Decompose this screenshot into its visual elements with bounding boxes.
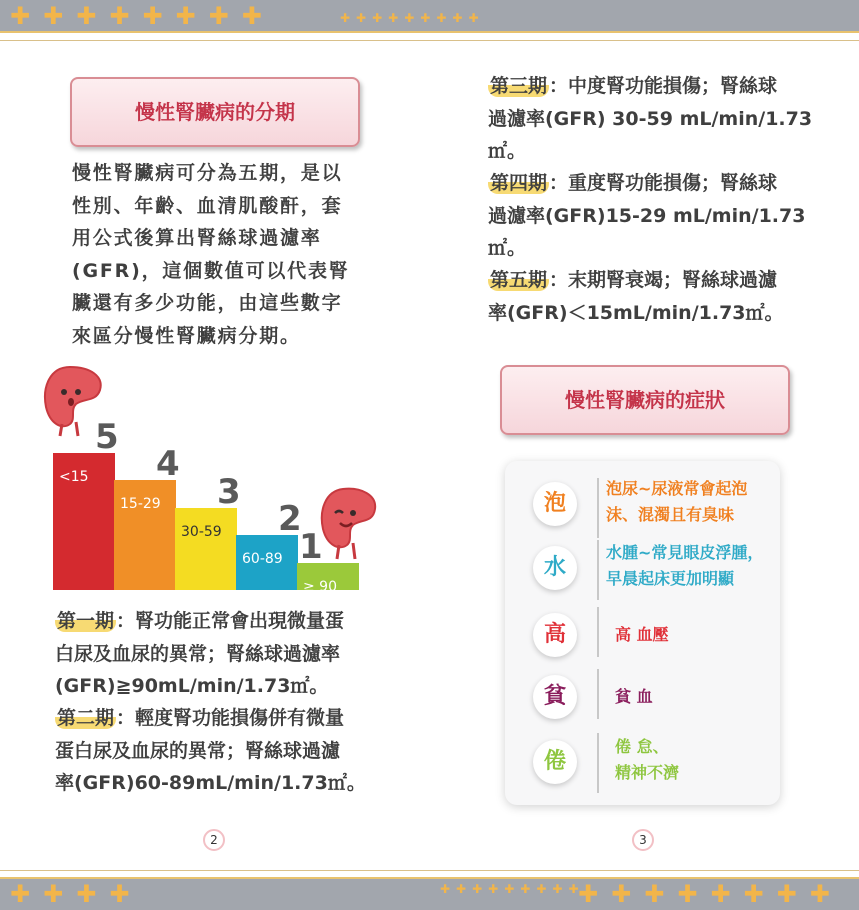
intro-line: 來區分慢性腎臟病分期。 — [72, 324, 301, 347]
symptom-description-line: 早晨起床更加明顯 — [606, 569, 735, 588]
stage3-label: 第三期 — [490, 75, 548, 97]
symptom-description — [606, 476, 747, 528]
symptom-description-line: 精神不濟 — [615, 763, 680, 782]
symptom-divider — [597, 540, 599, 600]
bottom-divider — [0, 870, 859, 871]
symptom-description — [615, 622, 669, 648]
symptom-description-line: 水腫~常見眼皮浮腫， — [606, 543, 764, 562]
symptom-description-line: 貧 血 — [615, 687, 653, 706]
stage4-paragraph — [488, 167, 805, 265]
symptom-divider — [597, 669, 599, 719]
symptom-char-badge: 泡 — [533, 482, 577, 526]
intro-line: 用公式後算出腎絲球過濾率 — [72, 227, 322, 249]
symptoms-title: 慢性腎臟病的症狀 — [500, 365, 790, 435]
staging-title: 慢性腎臟病的分期 — [70, 77, 360, 147]
stage3-text: ㎡。 — [488, 140, 527, 162]
stage3-paragraph — [488, 70, 812, 168]
stage-number: 2 — [278, 499, 302, 539]
bottom-small-cross-pattern: ✚✚✚✚✚✚✚✚✚ — [440, 882, 585, 896]
top-divider — [0, 40, 859, 41]
stage-number: 5 — [95, 416, 119, 457]
stage2-text: ：輕度腎功能損傷併有微量 — [116, 707, 345, 729]
page-number-left: 2 — [203, 829, 225, 851]
stage2-text: 蛋白尿及血尿的異常；腎絲球過濾 — [55, 739, 341, 762]
stage-number: 3 — [217, 471, 241, 512]
stage1-label: 第一期 — [57, 610, 115, 632]
intro-line: (GFR)，這個數值可以代表腎 — [72, 259, 350, 282]
symptom-description — [606, 540, 763, 592]
stage4-text: ㎡。 — [488, 237, 527, 259]
stage5-text: 率(GFR)＜15mL/min/1.73㎡。 — [488, 301, 784, 324]
page-number-right: 3 — [632, 829, 654, 851]
symptom-divider — [597, 607, 599, 657]
symptom-char-badge: 水 — [533, 546, 577, 590]
symptom-description — [615, 684, 653, 710]
stage-bar — [175, 508, 237, 591]
intro-paragraph — [72, 157, 350, 352]
symptom-char-badge: 倦 — [533, 740, 577, 784]
stage4-text: ：重度腎功能損傷；腎絲球 — [549, 172, 778, 194]
stage-bar-gfr-label: 60-89 — [242, 551, 283, 567]
symptom-divider — [597, 733, 599, 793]
symptom-description-line: 沫、混濁且有臭味 — [606, 505, 735, 524]
symptom-char-badge: 貧 — [533, 675, 577, 719]
stage-number: 4 — [156, 444, 180, 484]
stage1-paragraph — [55, 605, 344, 703]
stage4-text: 過濾率(GFR)15-29 mL/min/1.73 — [488, 204, 806, 227]
intro-line: 臟還有多少功能，由這些數字 — [72, 292, 343, 314]
stage-number: 1 — [299, 526, 323, 567]
stage3-text: 過濾率(GFR) 30-59 mL/min/1.73 — [488, 107, 813, 130]
intro-line: 慢性腎臟病可分為五期，是以 — [72, 162, 343, 184]
stage2-text: 率(GFR)60-89mL/min/1.73㎡。 — [55, 772, 366, 794]
stage2-paragraph — [55, 702, 366, 800]
top-cross-pattern: ✚✚✚✚✚✚✚✚ — [10, 2, 275, 30]
stage4-label: 第四期 — [490, 172, 548, 194]
stage-bar-gfr-label: ≥ 90 — [303, 578, 337, 595]
stage3-text: ：中度腎功能損傷；腎絲球 — [549, 75, 778, 97]
stage2-label: 第二期 — [57, 707, 115, 729]
symptom-description — [615, 734, 679, 786]
stage-bar-gfr-label: 30-59 — [181, 523, 222, 540]
kidney-mascot-happy-icon — [315, 485, 385, 565]
bottom-cross-pattern-left: ✚✚✚✚ — [10, 880, 143, 908]
symptom-description-line: 高 血壓 — [615, 625, 669, 644]
stage1-text: (GFR)≧90mL/min/1.73㎡。 — [55, 675, 329, 697]
stage5-label: 第五期 — [490, 269, 548, 291]
symptom-char-badge: 高 — [533, 613, 577, 657]
top-small-cross-pattern: ✚✚✚✚✚✚✚✚✚ — [340, 11, 485, 25]
kidney-mascot-sad-icon — [40, 362, 110, 442]
bottom-cross-pattern-right: ✚✚✚✚✚✚✚✚ — [578, 880, 843, 908]
stage5-text: ：末期腎衰竭；腎絲球過濾 — [549, 269, 778, 291]
intro-line: 性別、年齡、血清肌酸酐，套 — [72, 194, 343, 217]
symptom-description-line: 泡尿~尿液常會起泡 — [606, 479, 748, 498]
stage5-paragraph — [488, 264, 784, 329]
stage-bar-gfr-label: 15-29 — [120, 496, 161, 512]
stage1-text: ：腎功能正常會出現微量蛋 — [116, 610, 345, 632]
stage-bar-gfr-label: <15 — [59, 468, 89, 485]
symptom-description-line: 倦 怠、 — [615, 737, 669, 756]
stage1-text: 白尿及血尿的異常；腎絲球過濾率 — [55, 642, 341, 665]
symptom-divider — [597, 478, 599, 538]
